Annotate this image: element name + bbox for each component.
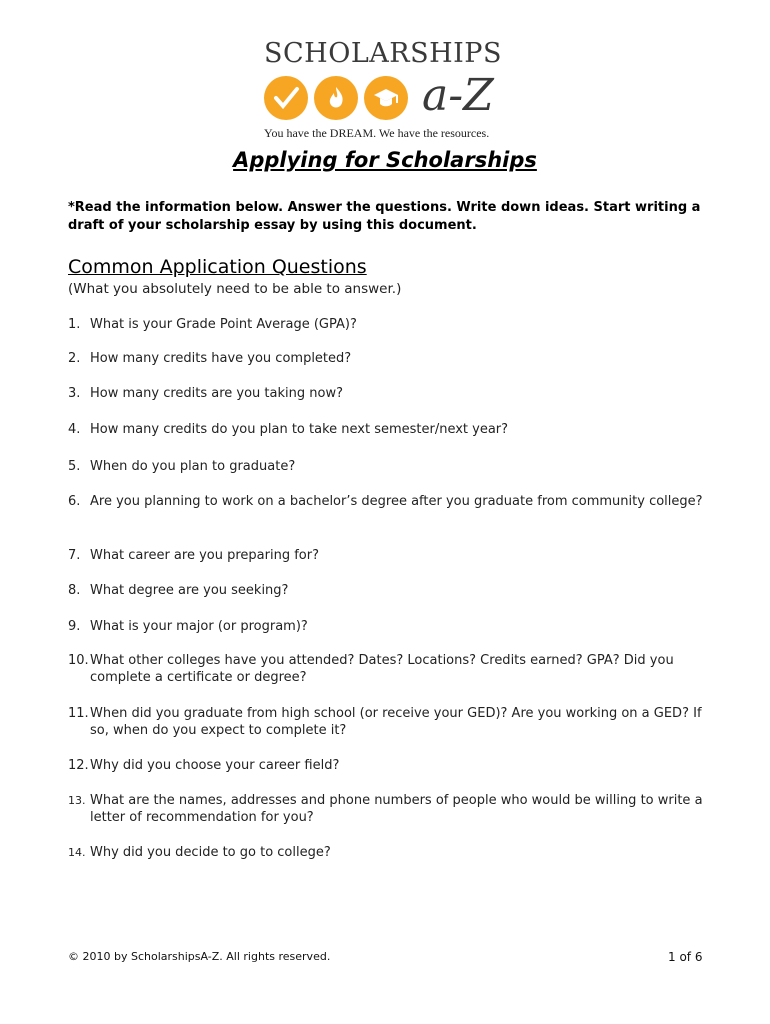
question-item <box>68 618 708 635</box>
question-item <box>68 757 708 774</box>
question-item <box>68 385 708 402</box>
page-title: Applying for Scholarships <box>233 148 537 172</box>
intro-instructions: *Read the information below. Answer the questions. Write down ideas. Start writing a draft of your scholarship essay by using this document. <box>68 200 701 233</box>
question-number: 14. <box>68 846 86 859</box>
question-text: How many credits are you taking now? <box>90 386 343 401</box>
question-text: Why did you decide to go to college? <box>90 845 331 860</box>
question-text: How many credits have you completed? <box>90 351 352 366</box>
question-item <box>68 350 708 367</box>
logo-wordmark: SCHOLARSHIPS <box>264 38 502 69</box>
question-text: What are the names, addresses and phone numbers of people who would be willing to write a letter of recommendation for you? <box>90 793 703 825</box>
question-number: 7. <box>68 548 81 563</box>
question-item <box>68 582 708 599</box>
question-item <box>68 493 708 510</box>
question-number: 6. <box>68 494 81 509</box>
question-text: When did you graduate from high school (or receive your GED)? Are you working on a GED? If so, when do you expect to complete it? <box>90 706 702 738</box>
flame-icon <box>314 76 358 120</box>
section-heading: Common Application Questions <box>68 256 367 278</box>
question-number: 11. <box>68 706 89 721</box>
question-number: 5. <box>68 459 81 474</box>
question-item <box>68 458 708 475</box>
question-number: 4. <box>68 422 81 437</box>
footer-copyright: © 2010 by ScholarshipsA-Z. All rights reserved. <box>68 950 331 963</box>
question-number: 10. <box>68 653 89 668</box>
question-number: 12. <box>68 758 89 773</box>
question-text: What is your major (or program)? <box>90 619 308 634</box>
question-text: Why did you choose your career field? <box>90 758 340 773</box>
section-subheading: (What you absolutely need to be able to answer.) <box>68 281 402 297</box>
question-text: Are you planning to work on a bachelor’s degree after you graduate from community college? <box>90 494 703 509</box>
logo-az: a-Z <box>422 70 494 121</box>
question-number: 1. <box>68 317 81 332</box>
question-item <box>68 547 708 564</box>
question-text: What career are you preparing for? <box>90 548 319 563</box>
question-text: What is your Grade Point Average (GPA)? <box>90 317 357 332</box>
page-number: 1 of 6 <box>668 950 703 964</box>
logo-tagline: You have the DREAM. We have the resources. <box>264 126 490 140</box>
question-item <box>68 652 708 686</box>
logo-icons <box>264 76 408 122</box>
checkmark-icon <box>264 76 308 120</box>
question-text: What degree are you seeking? <box>90 583 289 598</box>
question-item <box>68 316 708 333</box>
question-item <box>68 844 708 861</box>
question-number: 8. <box>68 583 81 598</box>
graduation-cap-icon <box>364 76 408 120</box>
question-number: 2. <box>68 351 81 366</box>
question-item <box>68 421 708 438</box>
question-text: How many credits do you plan to take next semester/next year? <box>90 422 509 437</box>
question-text: When do you plan to graduate? <box>90 459 296 474</box>
question-text: What other colleges have you attended? Dates? Locations? Credits earned? GPA? Did you complete a certificate or degree? <box>90 653 674 685</box>
question-item <box>68 792 708 826</box>
question-number: 3. <box>68 386 81 401</box>
question-number: 9. <box>68 619 81 634</box>
scholarships-az-logo <box>264 40 514 140</box>
question-item <box>68 705 708 739</box>
question-number: 13. <box>68 794 86 807</box>
